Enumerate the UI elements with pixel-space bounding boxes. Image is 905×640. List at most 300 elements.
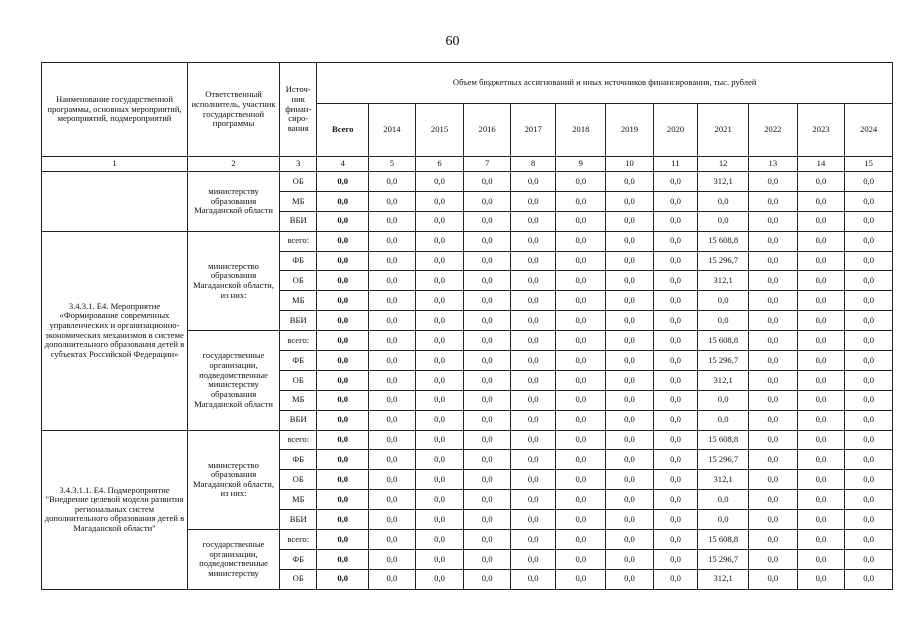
year-value: 0,0: [653, 172, 698, 192]
year-value: 0,0: [749, 549, 798, 569]
budget-table: [41, 62, 893, 590]
column-number: 10: [606, 157, 654, 172]
header-responsible: Ответственный исполнитель, участник государственной программы: [187, 63, 279, 157]
year-value: 0,0: [556, 569, 606, 589]
year-value: 0,0: [797, 530, 845, 550]
year-value: 0,0: [653, 549, 698, 569]
year-value: 0,0: [797, 351, 845, 371]
year-value: 0,0: [653, 251, 698, 271]
funding-source: ОБ: [280, 370, 317, 390]
year-value: 0,0: [415, 211, 464, 231]
year-value: 0,0: [749, 331, 798, 351]
year-value: 0,0: [556, 410, 606, 430]
year-value: 0,0: [556, 370, 606, 390]
year-value: 0,0: [369, 231, 416, 251]
year-value: 0,0: [510, 549, 556, 569]
year-value: 0,0: [556, 291, 606, 311]
year-value: 0,0: [653, 370, 698, 390]
year-value: 0,0: [464, 549, 511, 569]
total-value: 0,0: [317, 569, 369, 589]
year-value: 0,0: [845, 530, 893, 550]
column-number: 5: [369, 157, 416, 172]
year-value: 0,0: [653, 530, 698, 550]
year-value: 0,0: [369, 191, 416, 211]
year-value: 0,0: [415, 490, 464, 510]
year-value: 0,0: [749, 211, 798, 231]
year-value: 0,0: [797, 311, 845, 331]
year-value: 0,0: [606, 490, 654, 510]
measure-name: 3.4.3.1.1. Е4. Подмероприятие "Внедрение целевой модели развития региональных систем дополнительного образования детей в Магаданской области": [42, 430, 188, 589]
year-value: 0,0: [749, 291, 798, 311]
year-value: 0,0: [606, 172, 654, 192]
header-year: 2016: [464, 104, 511, 157]
year-value: 0,0: [556, 172, 606, 192]
year-value: 0,0: [369, 450, 416, 470]
year-value: 0,0: [369, 211, 416, 231]
year-value: 0,0: [698, 410, 749, 430]
year-value: 0,0: [415, 530, 464, 550]
funding-source: всего:: [280, 530, 317, 550]
year-value: 0,0: [556, 549, 606, 569]
year-value: 0,0: [749, 450, 798, 470]
total-value: 0,0: [317, 510, 369, 530]
year-value: 0,0: [606, 291, 654, 311]
funding-source: ОБ: [280, 172, 317, 192]
funding-source: всего:: [280, 331, 317, 351]
header-year: 2022: [749, 104, 798, 157]
year-value: 0,0: [464, 271, 511, 291]
year-value: 0,0: [606, 430, 654, 450]
year-value: 0,0: [698, 510, 749, 530]
year-value: 0,0: [415, 251, 464, 271]
year-value: 0,0: [797, 191, 845, 211]
year-value: 0,0: [698, 390, 749, 410]
header-year: 2014: [369, 104, 416, 157]
total-value: 0,0: [317, 211, 369, 231]
year-value: 0,0: [556, 211, 606, 231]
total-value: 0,0: [317, 390, 369, 410]
funding-source: МБ: [280, 191, 317, 211]
funding-source: ФБ: [280, 549, 317, 569]
year-value: 0,0: [464, 569, 511, 589]
responsible-executor: государственные организации, подведомственные министерству: [187, 530, 279, 590]
year-value: 15 608,8: [698, 231, 749, 251]
year-value: 0,0: [556, 331, 606, 351]
year-value: 0,0: [797, 370, 845, 390]
year-value: 0,0: [797, 331, 845, 351]
column-number: 8: [510, 157, 556, 172]
total-value: 0,0: [317, 271, 369, 291]
year-value: 0,0: [797, 251, 845, 271]
year-value: 15 296,7: [698, 549, 749, 569]
year-value: 0,0: [653, 211, 698, 231]
year-value: 0,0: [653, 291, 698, 311]
column-number: 2: [187, 157, 279, 172]
year-value: 0,0: [556, 530, 606, 550]
year-value: 0,0: [510, 172, 556, 192]
header-year: 2019: [606, 104, 654, 157]
total-value: 0,0: [317, 331, 369, 351]
column-number: 7: [464, 157, 511, 172]
year-value: 0,0: [415, 390, 464, 410]
year-value: 0,0: [606, 331, 654, 351]
year-value: 0,0: [653, 470, 698, 490]
year-value: 0,0: [845, 390, 893, 410]
funding-source: ОБ: [280, 470, 317, 490]
year-value: 0,0: [415, 410, 464, 430]
funding-source: ФБ: [280, 351, 317, 371]
year-value: 0,0: [749, 490, 798, 510]
year-value: 0,0: [845, 291, 893, 311]
year-value: 0,0: [606, 450, 654, 470]
year-value: 0,0: [797, 172, 845, 192]
total-value: 0,0: [317, 191, 369, 211]
year-value: 15 296,7: [698, 450, 749, 470]
year-value: 0,0: [845, 430, 893, 450]
year-value: 0,0: [845, 251, 893, 271]
year-value: 0,0: [415, 470, 464, 490]
year-value: 0,0: [510, 351, 556, 371]
year-value: 0,0: [464, 331, 511, 351]
year-value: 0,0: [606, 211, 654, 231]
year-value: 0,0: [653, 569, 698, 589]
total-value: 0,0: [317, 311, 369, 331]
year-value: 0,0: [464, 430, 511, 450]
total-value: 0,0: [317, 490, 369, 510]
year-value: 0,0: [510, 530, 556, 550]
year-value: 0,0: [797, 490, 845, 510]
year-value: 0,0: [845, 490, 893, 510]
year-value: 0,0: [510, 331, 556, 351]
year-value: 0,0: [556, 510, 606, 530]
year-value: 0,0: [369, 370, 416, 390]
year-value: 0,0: [464, 191, 511, 211]
year-value: 0,0: [510, 231, 556, 251]
year-value: 0,0: [797, 470, 845, 490]
year-value: 0,0: [369, 470, 416, 490]
year-value: 0,0: [653, 510, 698, 530]
column-number: 6: [415, 157, 464, 172]
column-number: 1: [42, 157, 188, 172]
year-value: 0,0: [797, 549, 845, 569]
year-value: 0,0: [464, 450, 511, 470]
funding-source: ВБИ: [280, 510, 317, 530]
column-number: 15: [845, 157, 893, 172]
funding-source: МБ: [280, 490, 317, 510]
year-value: 0,0: [464, 370, 511, 390]
funding-source: ФБ: [280, 450, 317, 470]
year-value: 0,0: [510, 490, 556, 510]
total-value: 0,0: [317, 231, 369, 251]
year-value: 0,0: [845, 351, 893, 371]
year-value: 0,0: [749, 191, 798, 211]
header-volume: Объем бюджетных ассигнований и иных источников финансирования, тыс. рублей: [317, 63, 893, 104]
year-value: 0,0: [606, 370, 654, 390]
year-value: 0,0: [510, 569, 556, 589]
header-year: 2017: [510, 104, 556, 157]
year-value: 0,0: [556, 450, 606, 470]
total-value: 0,0: [317, 549, 369, 569]
year-value: 0,0: [464, 291, 511, 311]
year-value: 0,0: [653, 450, 698, 470]
year-value: 15 608,8: [698, 430, 749, 450]
header-year: 2018: [556, 104, 606, 157]
year-value: 0,0: [415, 271, 464, 291]
year-value: 0,0: [464, 231, 511, 251]
year-value: 0,0: [749, 569, 798, 589]
year-value: 0,0: [464, 211, 511, 231]
column-number: 12: [698, 157, 749, 172]
year-value: 0,0: [415, 191, 464, 211]
total-value: 0,0: [317, 450, 369, 470]
total-value: 0,0: [317, 410, 369, 430]
year-value: 0,0: [369, 271, 416, 291]
header-year: 2015: [415, 104, 464, 157]
year-value: 0,0: [845, 370, 893, 390]
table-row: [42, 172, 893, 192]
year-value: 0,0: [369, 530, 416, 550]
year-value: 0,0: [510, 211, 556, 231]
year-value: 0,0: [606, 530, 654, 550]
year-value: 15 608,8: [698, 530, 749, 550]
year-value: 0,0: [797, 410, 845, 430]
header-year: 2024: [845, 104, 893, 157]
year-value: 0,0: [510, 311, 556, 331]
year-value: 0,0: [653, 351, 698, 371]
table-row: [42, 430, 893, 450]
total-value: 0,0: [317, 430, 369, 450]
year-value: 0,0: [653, 430, 698, 450]
total-value: 0,0: [317, 291, 369, 311]
year-value: 0,0: [510, 410, 556, 430]
funding-source: всего:: [280, 430, 317, 450]
year-value: 0,0: [845, 271, 893, 291]
year-value: 0,0: [510, 370, 556, 390]
year-value: 15 296,7: [698, 251, 749, 271]
responsible-executor: министерству образования Магаданской области: [187, 172, 279, 232]
total-value: 0,0: [317, 172, 369, 192]
column-number: 3: [280, 157, 317, 172]
year-value: 0,0: [845, 470, 893, 490]
funding-source: МБ: [280, 291, 317, 311]
funding-source: ОБ: [280, 569, 317, 589]
year-value: 0,0: [797, 291, 845, 311]
year-value: 0,0: [749, 390, 798, 410]
year-value: 0,0: [749, 172, 798, 192]
funding-source: ФБ: [280, 251, 317, 271]
year-value: 0,0: [556, 311, 606, 331]
year-value: 0,0: [606, 231, 654, 251]
year-value: 0,0: [415, 370, 464, 390]
year-value: 0,0: [510, 291, 556, 311]
year-value: 0,0: [845, 331, 893, 351]
year-value: 0,0: [797, 510, 845, 530]
total-value: 0,0: [317, 251, 369, 271]
funding-source: ВБИ: [280, 311, 317, 331]
year-value: 0,0: [464, 470, 511, 490]
year-value: 0,0: [415, 510, 464, 530]
year-value: 0,0: [464, 410, 511, 430]
year-value: 0,0: [464, 172, 511, 192]
year-value: 0,0: [845, 311, 893, 331]
year-value: 0,0: [698, 191, 749, 211]
year-value: 0,0: [510, 450, 556, 470]
year-value: 0,0: [369, 390, 416, 410]
year-value: 312,1: [698, 271, 749, 291]
year-value: 0,0: [749, 351, 798, 371]
year-value: 0,0: [556, 231, 606, 251]
funding-source: ВБИ: [280, 410, 317, 430]
table-row: [42, 231, 893, 251]
year-value: 0,0: [510, 390, 556, 410]
year-value: 0,0: [415, 311, 464, 331]
funding-source: МБ: [280, 390, 317, 410]
funding-source: ВБИ: [280, 211, 317, 231]
year-value: 0,0: [653, 390, 698, 410]
year-value: 0,0: [369, 430, 416, 450]
year-value: 0,0: [749, 530, 798, 550]
measure-name: 3.4.3.1. Е4. Мероприятие «Формирование современных управленческих и организационно-экономических механизмов в системе дополнительного образования детей в субъектах Российской Федерации»: [42, 231, 188, 430]
year-value: 0,0: [845, 172, 893, 192]
year-value: 0,0: [464, 510, 511, 530]
year-value: 0,0: [845, 510, 893, 530]
column-number: 11: [653, 157, 698, 172]
responsible-executor: министерство образования Магаданской области, из них:: [187, 430, 279, 529]
year-value: 0,0: [556, 191, 606, 211]
year-value: 0,0: [653, 231, 698, 251]
column-number: 13: [749, 157, 798, 172]
year-value: 0,0: [510, 191, 556, 211]
year-value: 0,0: [698, 311, 749, 331]
year-value: 312,1: [698, 370, 749, 390]
year-value: 0,0: [606, 510, 654, 530]
year-value: 0,0: [845, 410, 893, 430]
year-value: 0,0: [464, 311, 511, 331]
measure-name: [42, 172, 188, 232]
year-value: 0,0: [556, 470, 606, 490]
year-value: 0,0: [606, 251, 654, 271]
year-value: 0,0: [749, 271, 798, 291]
year-value: 0,0: [415, 450, 464, 470]
year-value: 0,0: [464, 390, 511, 410]
responsible-executor: министерство образования Магаданской области, из них:: [187, 231, 279, 330]
year-value: 0,0: [845, 450, 893, 470]
year-value: 0,0: [415, 172, 464, 192]
year-value: 0,0: [606, 470, 654, 490]
year-value: 0,0: [845, 211, 893, 231]
year-value: 0,0: [845, 569, 893, 589]
year-value: 0,0: [606, 191, 654, 211]
total-value: 0,0: [317, 370, 369, 390]
year-value: 0,0: [653, 271, 698, 291]
year-value: 0,0: [556, 251, 606, 271]
year-value: 0,0: [369, 569, 416, 589]
header-year: 2020: [653, 104, 698, 157]
year-value: 0,0: [797, 271, 845, 291]
year-value: 0,0: [369, 490, 416, 510]
responsible-executor: государственные организации, подведомственные министерству образования Магаданской области: [187, 331, 279, 430]
year-value: 0,0: [797, 430, 845, 450]
year-value: 0,0: [369, 549, 416, 569]
year-value: 0,0: [749, 470, 798, 490]
year-value: 0,0: [797, 569, 845, 589]
year-value: 0,0: [606, 410, 654, 430]
column-number: 4: [317, 157, 369, 172]
year-value: 0,0: [698, 490, 749, 510]
year-value: 0,0: [369, 291, 416, 311]
year-value: 0,0: [510, 271, 556, 291]
year-value: 0,0: [698, 211, 749, 231]
year-value: 0,0: [369, 351, 416, 371]
year-value: 0,0: [415, 231, 464, 251]
year-value: 0,0: [653, 490, 698, 510]
year-value: 0,0: [749, 231, 798, 251]
year-value: 0,0: [464, 251, 511, 271]
year-value: 0,0: [653, 191, 698, 211]
total-value: 0,0: [317, 351, 369, 371]
year-value: 0,0: [653, 311, 698, 331]
year-value: 0,0: [797, 390, 845, 410]
year-value: 0,0: [510, 510, 556, 530]
year-value: 0,0: [415, 430, 464, 450]
funding-source: всего:: [280, 231, 317, 251]
year-value: 15 608,8: [698, 331, 749, 351]
year-value: 0,0: [369, 410, 416, 430]
year-value: 0,0: [369, 172, 416, 192]
year-value: 0,0: [464, 490, 511, 510]
funding-source: ОБ: [280, 271, 317, 291]
year-value: 312,1: [698, 569, 749, 589]
year-value: 0,0: [797, 450, 845, 470]
year-value: 0,0: [415, 351, 464, 371]
year-value: 0,0: [510, 430, 556, 450]
year-value: 0,0: [510, 470, 556, 490]
year-value: 0,0: [749, 510, 798, 530]
year-value: 0,0: [415, 331, 464, 351]
year-value: 0,0: [606, 311, 654, 331]
page-number: 60: [445, 34, 460, 49]
year-value: 0,0: [698, 291, 749, 311]
total-value: 0,0: [317, 470, 369, 490]
year-value: 0,0: [369, 510, 416, 530]
year-value: 0,0: [797, 211, 845, 231]
year-value: 0,0: [749, 251, 798, 271]
year-value: 0,0: [606, 390, 654, 410]
year-value: 0,0: [845, 231, 893, 251]
column-number: 14: [797, 157, 845, 172]
year-value: 0,0: [415, 291, 464, 311]
year-value: 0,0: [464, 530, 511, 550]
year-value: 0,0: [510, 251, 556, 271]
year-value: 0,0: [749, 410, 798, 430]
year-value: 0,0: [369, 311, 416, 331]
header-name: Наименование государственной программы, основных мероприятий, мероприятий, подмероприятий: [42, 63, 188, 157]
year-value: 15 296,7: [698, 351, 749, 371]
year-value: 0,0: [415, 569, 464, 589]
year-value: 0,0: [556, 351, 606, 371]
year-value: 0,0: [606, 569, 654, 589]
year-value: 312,1: [698, 172, 749, 192]
year-value: 0,0: [556, 430, 606, 450]
year-value: 0,0: [749, 311, 798, 331]
year-value: 0,0: [797, 231, 845, 251]
column-number: 9: [556, 157, 606, 172]
year-value: 0,0: [556, 390, 606, 410]
year-value: 312,1: [698, 470, 749, 490]
year-value: 0,0: [606, 271, 654, 291]
year-value: 0,0: [369, 331, 416, 351]
year-value: 0,0: [369, 251, 416, 271]
